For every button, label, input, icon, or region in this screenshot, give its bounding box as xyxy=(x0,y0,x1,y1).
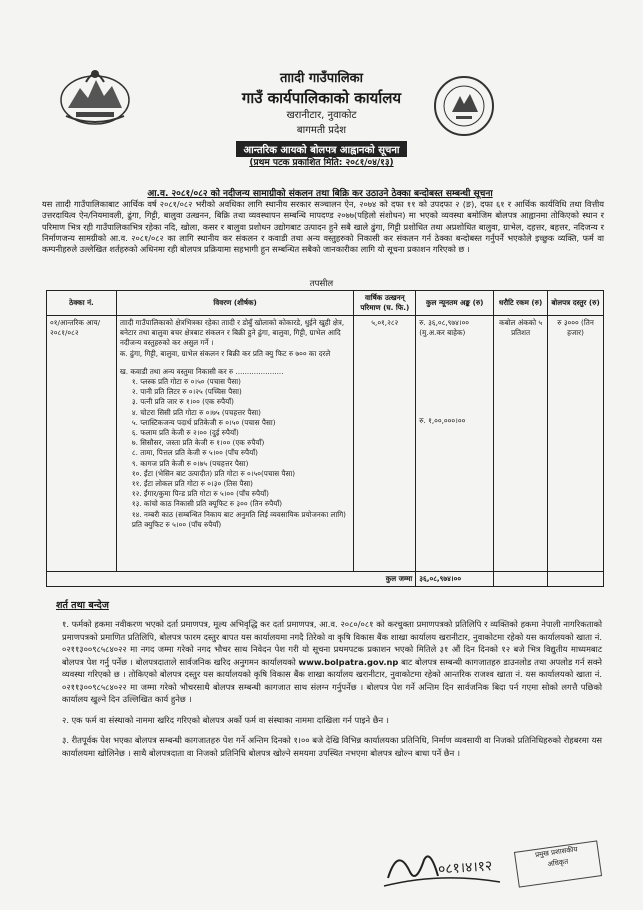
contract-table xyxy=(46,290,604,587)
office-address: खरानीटार, नुवाकोट xyxy=(286,110,357,121)
term-1 xyxy=(62,618,602,706)
list-item: ७. सिसौसर, जस्ता प्रति केजी रु १।०० (एक रुपैयाँ) xyxy=(131,438,265,448)
term-2: २. एक फर्म वा संस्थाको नाममा खरिद गरिएको बोलपत्र अर्को फर्म वा संस्थाका नाममा दाखिला गर्न पाइने छैन । xyxy=(62,714,389,725)
cell-deposit: कबोल अंकको ५ प्रतिशत xyxy=(494,316,548,572)
col-header-contract: ठेक्का नं. xyxy=(47,291,117,316)
province-name: बागमती प्रदेश xyxy=(296,125,347,136)
publish-date: (प्रथम पटक प्रकाशित मिति: २०८१/०४/१३) xyxy=(249,158,394,168)
table-header-row xyxy=(47,291,604,316)
col-header-deposit: धरौटि रकम (रु) xyxy=(494,291,548,316)
stamp-line-1: प्रमुख प्रशासकीय xyxy=(534,845,579,860)
desc-ka: क. ढुंगा, गिट्टी, बालुवा, ग्राभेल संकलन र बिक्री कर प्रति क्यु फिट रु ७०० का दरले xyxy=(119,348,331,358)
list-item: ५. प्लास्टिकजन्य पदार्थ प्रतिकेजी रु ०।५० (पचास पैसा) xyxy=(131,417,276,427)
table-total-row xyxy=(47,572,604,587)
municipality-name: ताादी गाउँपालिका xyxy=(279,71,364,86)
col-header-description: विवरण (शीर्षक) xyxy=(116,291,353,316)
total-label: कुल जम्मा xyxy=(47,572,416,587)
list-item: १३. कांचो काठ निकासी प्रति क्यूफिट रु ३०० (तिन रुपैयाँ) xyxy=(131,499,283,509)
total-value: ३६,०८,९७४।०० xyxy=(416,572,494,587)
amount-primary: रु. ३६,०८,९७४।०० (मु.अ.कर बाहेक) xyxy=(419,318,470,337)
signature-date: ०८१।४।१२ xyxy=(437,858,493,878)
list-item: १२. ईंगार/कुमा पिन्ड प्रति गोटा रु ५।०० (पाँच रुपैयाँ) xyxy=(131,489,269,499)
col-header-quantity: वार्षिक उत्खनन् परिमाण (घ. फि.) xyxy=(354,291,416,316)
bolpatra-link[interactable]: www.bolpatra.gov.np xyxy=(298,656,399,667)
list-item: ११. ईंटा लोकल प्रति गोटा रु ०।३० (तिस पैसा) xyxy=(131,479,253,489)
table-caption: तपसील xyxy=(309,279,334,289)
table-row xyxy=(47,316,604,572)
cell-contract-no: ०१/आन्तरिक आय/२०८१/०८२ xyxy=(47,316,117,572)
cell-annual-quantity: ५,०१,२८२ xyxy=(354,316,416,572)
list-item: १०. ईंटा (भेसिन बाट उत्पादीत) प्रति गोटा रु ०।५०(पचास पैसा) xyxy=(131,468,296,478)
list-item: ४. चोटरा सिसी प्रति गोटा रु ०।७५ (पचहत्तर पैसा) xyxy=(131,407,261,417)
desc-kha: ख. कवाडी तथा अन्य वस्तुमा निकासी कर रु ..................... xyxy=(119,366,284,376)
cell-amount xyxy=(416,316,494,572)
cell-description xyxy=(116,316,353,572)
stamp-line-2: अधिकृत xyxy=(546,857,569,869)
notice-header xyxy=(0,70,643,170)
list-item: ६. फलाम प्रति केजी रु २।०० (दुई रुपैयाँ) xyxy=(131,428,239,438)
amount-secondary: रु. १,००,०००।०० xyxy=(419,416,466,425)
col-header-bid-fee: बोलपत्र दस्तुर (रु) xyxy=(548,291,604,316)
list-item: १. प्लस्क प्रति गोटा रु ०।५० (पचास पैसा) xyxy=(131,377,241,387)
term-3: ३. रीतपूर्वक पेश भएका बोलपत्र सम्बन्धी कागजातहरु पेश गर्ने अन्तिम दिनको १।०० बजे देखि विभिन्न कार्यालयका प्रतिनिधि, निर्माण व्यवसायी वा निजको प्रतिनिधिहरुको रोहबरमा यस कार्यालयमा खोलिनेछ । साथै बोलपत्रदाता वा निजको प्रतिनिधि बोलपत्र खोल्ने समयमा उपस्थित नभएमा बोलपत्र खोल्न बाधा पर्ने छैन । xyxy=(62,735,602,758)
intro-paragraph: यस ताादी गाउँपालिकाबाट आर्थिक वर्ष २०८१/०८२ भरीको अवधिका लागि स्थानीय सरकार सञ्चालन ऐन, २०७४ को दफा ११ को उपदफा २ (ङ), दफा ६१ र आर्थिक कार्यविधि तथा वित्तीय उत्तरदायित्व ऐन/नियमावली, ढुंगा, गिट्टी, बालुवा उत्खनन, बिक्रि तथा व्यवस्थापन सम्बन्धि मापदण्ड २०७७(पहिलो संशोधन) मा भएको व्यवस्था बमोजिम बोलपत्र आह्वानमा तोकिएको स्थान र परिमाण भित्र रही गाउँपालिकाभित्र रहेका नदि, खोला, कसर र बालुवा प्रशोधन उद्योगबाट उत्पादन हुने सबै खाले ढुंगा, गिट्टी प्रशोधित तथा अप्रशोधित बालुवा, ग्राभेल, दहत्तर, बहत्तर, नदिजन्य र निर्माणजन्य सामग्रीको आ.व. २०८१/०८२ का लागि स्थानीय कर संकलन र कवाडी तथा अन्य वस्तुहरुको निकासी कर संकलन गर्न ठेक्का बन्दोबस्त गर्नुपर्ने भएकोले इच्छुक व्यक्ति, फर्म वा कम्पनीहरुले उल्लेखित शर्तहरुको अधिनमा रही बोलपत्र प्रक्रियामा सहभागी हुन सम्बन्धित सबैको जानकारीका लागि यो सूचना प्रकाशन गरिएको छ । xyxy=(42,199,604,255)
office-name: गाउँ कार्यपालिकाको कार्यालय xyxy=(241,89,402,107)
list-item: २. पानी प्रति लिटर रु ०।२५ (पच्चिस पैसा) xyxy=(131,387,242,397)
list-item: ८. तामा, पित्तल प्रति केजी रु ५।०० (पाँच रुपैयाँ) xyxy=(131,448,258,458)
list-item: ३. पत्नी प्रति जार रु १।०० (एक रुपैयाँ) xyxy=(131,397,234,407)
desc-intro: ताादी गाउँपालिकाको क्षेत्रभित्रका रहेका ताादी र डोबुँ खोलाको कोकारडे, धुईने खुही क्षेत्र, बनेटार तथा बालुवा बचर क्षेत्रबाट संकलन र बिक्री हुने ढुंगा, बालुवा, गिट्टी, ग्राभेल आदि नदीजन्य वस्तुहरुको कर असुल गर्ने । xyxy=(119,318,345,348)
cell-bid-fee: रु ३००० (तिन हजार) xyxy=(548,316,604,572)
list-item: ९. कागज प्रति केजी रु ०।७५ (पचहत्तर पैसा) xyxy=(131,458,249,468)
col-header-amount: कुल न्यूनतम अङ्क (रु) xyxy=(416,291,494,316)
notice-subtitle: आ.व. २०८१/०८२ को नदीजन्य सामाग्रीको संकलन तथा बिक्रि कर उठाउने ठेक्का बन्दोबस्त सम्बन्धी सूचना xyxy=(147,189,493,199)
list-item: १४. नम्बरी काठ (सम्बन्धित निकाय बाट अनुमति लिई व्यवसायिक प्रयोजनका लागि) प्रति क्युफिट रु ५।०० (पाँच रुपैयाँ) xyxy=(131,509,346,529)
term-1-part-a: १. फर्मको हकमा नवीकरण भएको दर्ता प्रमाणपत्र, मूल्य अभिवृद्धि कर दर्ता प्रमाणपत्र, आ.व. २०८०/०८१ को करचुक्ता प्रमाणपत्रको प्रतिलिपि र व्यक्तिको हकमा नेपाली नागरिकताको प्रमाणपत्रको प्रमाणित प्रतिलिपि, बोलपत्र फारम दस्तुर बापत यस कार्यालयमा नगदै तिरेको वा कृषि विकास बैंक शाखा कार्यालय खरानीटार, नुवाकोटमा रहेको यस कार्यालयको खाता नं. ०२११३००९८५८४०२२ मा नगद जम्मा गरेको नगद भौचर साथ निवेदन पेश गरी यो सूचना प्रथमपटक प्रकाशन भएको मितिले ३१ औं दिन दिनको १२ बजे भित्र विद्युतीय माध्यमबाट बोलपत्र पेश गर्नु पर्नेछ । बोलपत्रदाताले सार्वजनिक खरिद अनुगमन कार्यालयको xyxy=(62,619,602,667)
terms-title: शर्त तथा बन्देज xyxy=(56,600,109,611)
notice-title: आन्तरिक आयको बोलपत्र आह्वानको सूचना xyxy=(236,141,408,157)
terms-body xyxy=(62,618,602,767)
term-1-part-b: बाट बोलपत्र सम्बन्धी कागजातहरु डाउनलोड तथा अपलोड गर्न सक्ने व्यवस्था गरिएको छ । तोकिएको बोलपत्र दस्तुर यस कार्यालयको कृषि विकास बैंक शाखा कार्यालय खरानीटार, नुवाकोटमा रहेको आन्तरिक राजश्व खाता नं. यस कार्यालयको खाता नं. ०२११३००९८५८४०२२ मा जम्मा गरेको भौचरसाथै बोलपत्र सम्बन्धी कागजात साथ संलग्न गर्नुपर्नेछ । बोलपत्र पेश गर्ने अन्तिम दिन सार्वजनिक बिदा पर्न गएमा सोको लगत्तै पछिको कार्यालय खुल्ने दिन उल्लिखित कार्य हुनेछ । xyxy=(62,656,602,704)
